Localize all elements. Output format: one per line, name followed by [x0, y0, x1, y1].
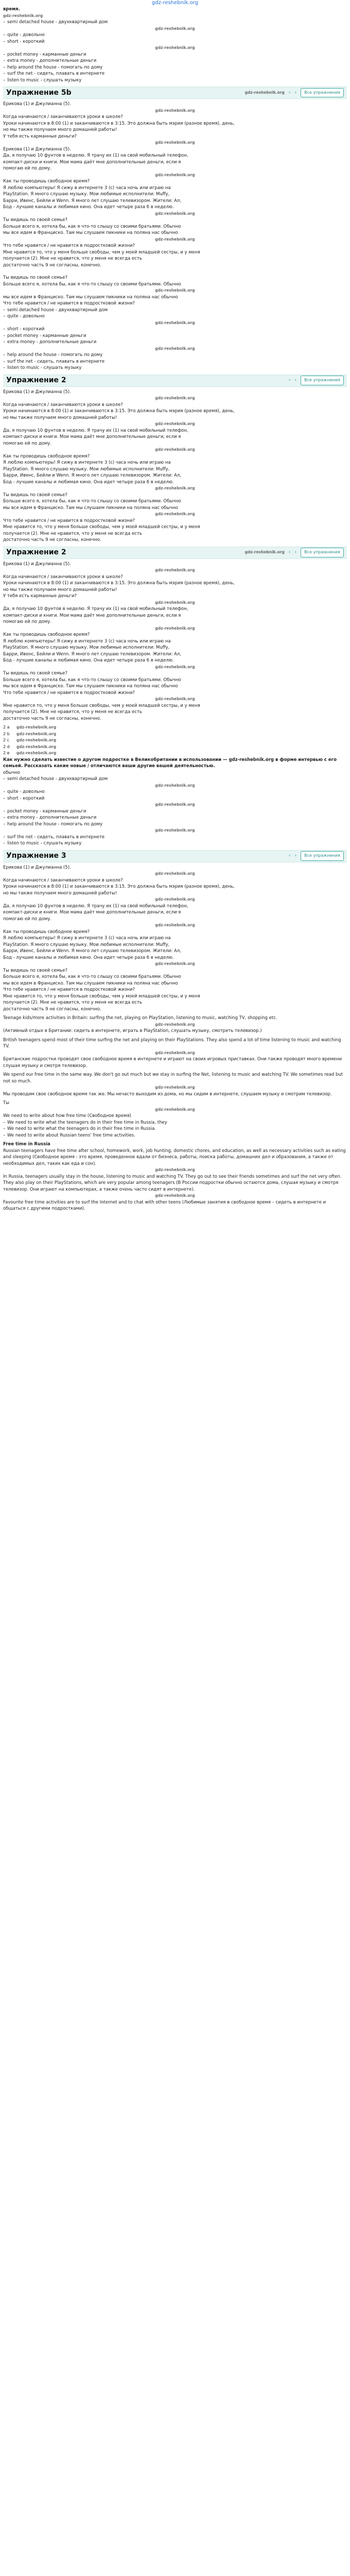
- text-line: Ты видишь по своей семье?: [3, 968, 67, 973]
- vocab-item: – quite - довольно: [3, 313, 347, 320]
- text-line: Ерикова (1) и Джулианна (5).: [3, 101, 71, 107]
- text-line: Что тебе нравится / не нравится в подростковой жизни?: [3, 690, 135, 696]
- text-line: Барри, Ивенс, Бейли и Wenn. Я много лет слушаю телевизором. Жители: Ал,: [3, 473, 182, 478]
- next-exercise-button[interactable]: ›: [294, 550, 297, 555]
- prev-exercise-button[interactable]: ‹: [288, 378, 291, 383]
- exercise-nav: [245, 88, 344, 98]
- watermark-line: gdz-reshebnik.org: [155, 1107, 195, 1112]
- letter-label: 2 e: [3, 751, 10, 755]
- exercise-header: [3, 375, 347, 387]
- essay-title: Free time in Russia: [3, 1142, 50, 1147]
- watermark-line: gdz-reshebnik.org: [155, 697, 195, 701]
- all-exercises-button[interactable]: Все упражнения: [301, 851, 344, 861]
- watermark-line: gdz-reshebnik.org: [3, 13, 43, 18]
- vocab-item: – semi detached house - двухквартирный дом: [3, 19, 347, 26]
- text-line: Бод - лучшие каналы и любимая кино. Она идет четыре раза 6 в неделю.: [3, 205, 174, 210]
- vocab-item: – pocket money - карманные деньги: [3, 52, 347, 58]
- text-line: Мне нравится то, что у меня больше свободы, чем у моей младшей сестры, и у меня: [3, 249, 200, 255]
- bullet-item: – We need to write what the teenagers do in their free time in Russia.: [3, 1126, 347, 1132]
- vocab-item: – extra money - дополнительные деньги: [3, 339, 347, 346]
- letters-block: [3, 724, 347, 776]
- text-line: Ерикова (1) и Джулианна (5).: [3, 561, 71, 567]
- vocab-item: – extra money - дополнительные деньги: [3, 58, 347, 64]
- text-line: компакт-диски и книги. Мои мама даёт мне дополнительные деньги, если я: [3, 159, 181, 165]
- vocab-item: – surf the net - сидеть, плавать в интернете: [3, 834, 347, 841]
- intro-block: [3, 6, 347, 83]
- text-line: получается (2). Мне не нравится, что у меня не всегда есть: [3, 709, 142, 715]
- watermark-line: gdz-reshebnik.org: [155, 288, 195, 293]
- text-line: Да, я получаю 10 фунтов в неделю. Я трачу их (1) на свой мобильный телефон,: [3, 606, 188, 612]
- vocab-item: – semi detached house - двухквартирный дом: [3, 776, 347, 783]
- text-line: PlayStation. Я много слушаю музыку. Мои любимые исполнители: Muffy,: [3, 192, 170, 197]
- label-ty: Ты: [3, 1100, 9, 1106]
- text-line: Барри, Ивенс, Бейли и Wenn. Я много лет слушаю телевизором. Жители: Ал,: [3, 651, 182, 657]
- text-line: получается (2). Мне не нравится, что у меня не всегда есть: [3, 531, 142, 536]
- text-line: компакт-диски и книги. Мои мама даёт мне дополнительные деньги, если я: [3, 910, 181, 915]
- watermark-line: gdz-reshebnik.org: [155, 828, 195, 833]
- essay-paragraph: Russian teenagers have free time after school, homework, work, job hunting, domestic chores, and education, as well as necessary activities such as eating and sleeping (Свободное время - это время, проведенное вдали от бизнеса, работы, поиска работы, домашних дел и образования, а также от необходимых дел, таких как еда и сон).: [3, 1148, 346, 1166]
- text-line: Да, я получаю 10 фунтов в неделю. Я трачу их (1) на свой мобильный телефон,: [3, 428, 188, 433]
- watermark-line: gdz-reshebnik.org: [155, 1193, 195, 1198]
- exercise-2a-content: [3, 389, 347, 544]
- watermark-line: gdz-reshebnik.org: [155, 486, 195, 490]
- watermark-line: gdz-reshebnik.org: [155, 664, 195, 669]
- english-translation: (Активный отдых в Британии: сидеть в интернете, играть в PlayStation, слушать музыку, смотреть телевизор.): [3, 1028, 262, 1033]
- text-line: Больше всего я, хотела бы, как я что-то слышу со своими братьями. Обычно: [3, 281, 181, 287]
- watermark-line: gdz-reshebnik.org: [155, 1022, 195, 1027]
- text-line: Я люблю компьютеры! Я сижу в интернете 3 (с) часа ночь или играю на: [3, 185, 171, 191]
- watermark-inline: gdz-reshebnik.org: [244, 550, 285, 555]
- vocab-item: – extra money - дополнительные деньги: [3, 815, 347, 821]
- vocab-item: – help around the house - помогать по дому: [3, 352, 347, 359]
- exercise-repeat-list: [3, 776, 347, 847]
- text-line: Что тебе нравится / не нравится в подростковой жизни?: [3, 518, 135, 523]
- vocab-item: – short - короткий: [3, 39, 347, 45]
- all-exercises-button[interactable]: Все упражнения: [301, 88, 344, 98]
- exercise-title: Упражнение 2: [6, 548, 66, 557]
- watermark-line: gdz-reshebnik.org: [155, 512, 195, 516]
- watermark-line: gdz-reshebnik.org: [155, 1167, 195, 1172]
- exercise-3-content: [3, 865, 347, 1013]
- vocab-item: – listen to music - слушать музыку: [3, 840, 347, 847]
- watermark-line: gdz-reshebnik.org: [155, 346, 195, 351]
- text-line: Ерикова (1) и Джулианна (5).: [3, 389, 71, 395]
- intro-title: время.: [3, 7, 20, 12]
- prev-exercise-button[interactable]: ‹: [288, 90, 291, 95]
- text-line: Больше всего я, хотела бы, как я что-то слышу со своими братьями. Обычно: [3, 974, 181, 979]
- vocab-item: – help around the house - помогать по дому: [3, 821, 347, 828]
- text-line: Да, я получаю 10 фунтов в неделю. Я трачу их (1) на свой мобильный телефон,: [3, 153, 188, 158]
- watermark-line: gdz-reshebnik.org: [155, 600, 195, 605]
- site-header-domain[interactable]: gdz-reshebnik.org: [151, 0, 199, 6]
- watermark-line: gdz-reshebnik.org: [155, 236, 195, 242]
- letter-row: [3, 750, 347, 757]
- text-line: Как ты проводишь свободное время?: [3, 453, 90, 459]
- text-line: получается (2). Мне не нравится, что у меня не всегда есть: [3, 256, 142, 261]
- text-line: Я люблю компьютеры! Я сижу в интернете 3 (с) часа ночь или играю на: [3, 936, 171, 941]
- text-line: Мне нравится то, что у меня больше свободы, чем у моей младшей сестры, и у меня: [3, 993, 200, 999]
- text-line: PlayStation. Я много слушаю музыку. Мои любимые исполнители: Muffy,: [3, 942, 170, 947]
- text-line: Больше всего я, хотела бы, как я что-то слышу со своими братьями. Обычно: [3, 224, 181, 229]
- text-line: У тебя есть карманные деньги?: [3, 594, 77, 599]
- next-exercise-button[interactable]: ›: [294, 378, 297, 383]
- watermark-line: gdz-reshebnik.org: [155, 802, 195, 807]
- watermark-line: gdz-reshebnik.org: [155, 961, 195, 966]
- question-line: We need to write about how free time (Свободное время): [3, 1113, 131, 1118]
- text-line: У тебя есть карманные деньги?: [3, 133, 77, 139]
- text-line: компакт-диски и книги. Мои мама даёт мне дополнительные деньги, если я: [3, 434, 181, 439]
- vocab-item: – quite - довольно: [3, 32, 347, 39]
- letter-row: [3, 731, 347, 738]
- watermark-line: gdz-reshebnik.org: [155, 211, 195, 216]
- next-exercise-button[interactable]: ›: [294, 90, 297, 95]
- english-paragraph: British teenagers spend most of their time surfing the net and playing on their PlayStations. They also spend a lot of time listening to music and watching TV.: [3, 1037, 341, 1049]
- text-line: Мне нравится то, что у меня больше свободы, чем у моей младшей сестры, и у меня: [3, 703, 200, 708]
- vocab-item: – listen to music - слушать музыку: [3, 365, 347, 371]
- text-line: Я люблю компьютеры! Я сижу в интернете 3 (с) часа ночь или играю на: [3, 638, 171, 644]
- watermark-inline: gdz-reshebnik.org: [16, 731, 57, 736]
- vocab-item: – short - короткий: [3, 326, 347, 333]
- text-line: Бод - лучшие каналы и любимая кино. Она идет четыре раза 6 в неделю.: [3, 479, 174, 485]
- watermark-inline: gdz-reshebnik.org: [16, 738, 57, 742]
- text-line: достаточно часть 9 не согласны, конечно.: [3, 537, 101, 543]
- watermark-line: gdz-reshebnik.org: [155, 26, 195, 31]
- vocab-item: – help around the house - помогать по дому: [3, 64, 347, 71]
- text-line: помогаю ей по дому.: [3, 166, 52, 171]
- watermark-line: gdz-reshebnik.org: [155, 897, 195, 902]
- vocab-item: – pocket money - карманные деньги: [3, 333, 347, 340]
- text-line: Как ты проводишь свободное время?: [3, 179, 90, 184]
- exercise-2b-content: [3, 561, 347, 722]
- text-line: Как ты проводишь свободное время?: [3, 929, 90, 935]
- watermark-line: gdz-reshebnik.org: [155, 568, 195, 572]
- next-exercise-button[interactable]: ›: [294, 853, 297, 859]
- letter-label: 2 a: [3, 725, 10, 730]
- watermark-line: gdz-reshebnik.org: [155, 923, 195, 927]
- watermark-line: gdz-reshebnik.org: [155, 108, 195, 113]
- text-line: но мы также получаем много домашней работы!: [3, 127, 117, 132]
- text-line: Больше всего я, хотела бы, как я что-то слышу со своими братьями. Обычно: [3, 499, 181, 504]
- watermark-line: gdz-reshebnik.org: [155, 320, 195, 325]
- text-line: Уроки начинаются в 8:00 (1) и заканчиваются в 3:15. Это должна быть мэрия (разное время), день,: [3, 581, 235, 586]
- text-line: Что тебе нравится / не нравится в подростковой жизни?: [3, 987, 135, 992]
- exercise-nav: [289, 376, 344, 385]
- watermark-line: gdz-reshebnik.org: [155, 421, 195, 426]
- text-line: Я люблю компьютеры! Я сижу в интернете 3 (с) часа ночь или играю на: [3, 460, 171, 465]
- prev-exercise-button[interactable]: ‹: [288, 550, 291, 555]
- watermark-inline: gdz-reshebnik.org: [16, 744, 57, 749]
- text-line: Как ты проводишь свободное время?: [3, 632, 90, 637]
- text-line: мы все идем в Франциско. Там мы слушаем пикники на поляна нас обычно: [3, 684, 178, 689]
- text-line: Ты видишь по своей семье?: [3, 217, 67, 223]
- text-line: Уроки начинаются в 8:00 (1) и заканчиваются в 3:15. Это должна быть мэрия (разное время), день,: [3, 884, 235, 889]
- text-line: достаточно часть 9 не согласны, конечно.: [3, 716, 101, 721]
- essay-paragraph: Favourite free time activities are to surf the Internet and to chat with other teens (Любимые занятия в свободное время – сидеть в интернете и общаться с другими подростками).: [3, 1199, 326, 1211]
- english-paragraph: We spend our free time in the same way. We don't go out much but we stay in surfing the Net, listening to music and watching TV. We sometimes read but not so much.: [3, 1072, 343, 1084]
- text-line: Барри, Ивенс, Бейли и Wenn. Я много лет слушаю телевизором. Жители: Ал,: [3, 948, 182, 954]
- text-line: мы все идем в Франциско. Там мы слушаем пикники на поляна нас обычно: [3, 230, 178, 235]
- letter-row: [3, 724, 347, 731]
- text-line: Ты видишь по своей семье?: [3, 671, 67, 676]
- letter-row: [3, 744, 347, 751]
- text-line: Когда начинаются / заканчиваются уроки в школе?: [3, 574, 123, 580]
- text-line: достаточно часть 9 не согласны, конечно.: [3, 1006, 101, 1012]
- vocab-item: – quite - довольно: [3, 789, 347, 795]
- text-line: но мы также получаем много домашней работы!: [3, 415, 117, 420]
- text-line: помогаю ей по дому.: [3, 619, 52, 624]
- english-translation: Мы проводим свое свободное время так же. Мы нечасто выходим из дома, но мы сидим в интернете, слушаем музыку и смотрим телевизор.: [3, 1091, 332, 1097]
- text-line: PlayStation. Я много слушаю музыку. Мои любимые исполнители: Muffy,: [3, 466, 170, 472]
- watermark-line: gdz-reshebnik.org: [155, 140, 195, 145]
- text-line: Что тебе нравится / не нравится в подростковой жизни?: [3, 243, 135, 248]
- text-line: Ты видишь по своей семье?: [3, 275, 67, 280]
- letter-label: 2 c: [3, 738, 10, 742]
- exercise-title: Упражнение 5b: [6, 88, 72, 97]
- watermark-line: gdz-reshebnik.org: [155, 783, 195, 788]
- vocab-item: – semi detached house - двухквартирный дом: [3, 307, 347, 314]
- text-line: Уроки начинаются в 8:00 (1) и заканчиваются в 3:15. Это должна быть мэрия (разное время), день,: [3, 409, 235, 414]
- vocab-item: – short - короткий: [3, 795, 347, 802]
- exercise-header: [3, 547, 347, 559]
- english-translation: Британские подростки проводят свое свободное время в интернете и играют на своих игровых приставках. Они также проводят много времени слушая музыку и смотря телевизор.: [3, 1057, 342, 1069]
- watermark-line: gdz-reshebnik.org: [155, 447, 195, 452]
- text-line: Ты видишь по своей семье?: [3, 492, 67, 498]
- watermark-line: gdz-reshebnik.org: [155, 871, 195, 876]
- essay-paragraph: In Russia, teenagers usually stay in the house, listening to music and watching TV. They go out to see their friends sometimes and surf the net very often. They also play on their PlayStations, which are very popular among teenagers (В России подростки обычно остаются дома, слушая музыку и смотря телевизор. Они играют на компьютерах, а также очень часто сидят в интернете).: [3, 1174, 342, 1192]
- english-paragraph: Teenage kids/more activities in Britain: surfing the net, playing on PlayStation, listening to music, watching TV, shopping etc.: [3, 1015, 277, 1021]
- exercise-nav: [289, 851, 344, 861]
- watermark-inline: gdz-reshebnik.org: [16, 751, 57, 755]
- watermark-line: gdz-reshebnik.org: [155, 1085, 195, 1090]
- text-line: PlayStation. Я много слушаю музыку. Мои любимые исполнители: Muffy,: [3, 645, 170, 650]
- text-line: но мы также получаем много домашней работы!: [3, 587, 117, 592]
- text-line: Да, я получаю 10 фунтов в неделю. Я трачу их (1) на свой мобильный телефон,: [3, 903, 188, 909]
- english-section: [3, 1015, 347, 1212]
- letter-label: 2 b: [3, 731, 10, 736]
- exercise-nav: [245, 548, 344, 557]
- text-line: Когда начинаются / заканчиваются уроки в школе?: [3, 877, 123, 883]
- text-line: помогаю ей по дому.: [3, 440, 52, 446]
- watermark-line: gdz-reshebnik.org: [155, 45, 195, 50]
- text-line: Когда начинаются / заканчиваются уроки в школе?: [3, 114, 123, 120]
- vocab-item: – surf the net - сидеть, плавать в интернете: [3, 71, 347, 77]
- text-line: Бод - лучшие каналы и любимая кино. Она идет четыре раза 6 в неделю.: [3, 658, 174, 663]
- text-line: помогаю ей по дому.: [3, 916, 52, 922]
- text-line: получается (2). Мне не нравится, что у меня не всегда есть: [3, 1000, 142, 1005]
- text-line: но мы также получаем много домашней работы!: [3, 890, 117, 896]
- text-line: Ерикова (1) и Джулианна (5).: [3, 865, 71, 870]
- prev-exercise-button[interactable]: ‹: [288, 853, 291, 859]
- bullet-item: – We need to write what the teenagers do in their free time in Russia, they: [3, 1120, 347, 1126]
- text-line: Барри, Ивенс, Бейли и Wenn. Я много лет слушаю телевизором. Жители: Ал,: [3, 198, 182, 204]
- vocab-item: – pocket money - карманные деньги: [3, 808, 347, 815]
- text-line: Когда начинаются / заканчиваются уроки в школе?: [3, 402, 123, 408]
- text-line: компакт-диски и книги. Мои мама даёт мне дополнительные деньги, если я: [3, 613, 181, 618]
- watermark-line: gdz-reshebnik.org: [155, 396, 195, 400]
- watermark-inline: gdz-reshebnik.org: [244, 90, 285, 95]
- text-line: мы все идем в Франциско. Там мы слушаем пикники на поляна нас обычно: [3, 980, 178, 986]
- exercise-header: [3, 87, 347, 99]
- exercise-title: Упражнение 2: [6, 376, 66, 385]
- all-exercises-button[interactable]: Все упражнения: [301, 376, 344, 385]
- watermark-line: gdz-reshebnik.org: [155, 625, 195, 631]
- watermark-inline: gdz-reshebnik.org: [16, 725, 57, 730]
- text-line: Больше всего я, хотела бы, как я что-то слышу со своими братьями. Обычно: [3, 677, 181, 683]
- exercise-5b-content: [3, 101, 347, 268]
- text-line: Что тебе нравится / не нравится в подростковой жизни?: [3, 301, 135, 306]
- text-line: Бод - лучшие каналы и любимая кино. Она идет четыре раза 6 в неделю.: [3, 955, 174, 960]
- text-line: Уроки начинаются в 8:00 (1) и заканчиваются в 3:15. Это должна быть мэрия (разное время), день,: [3, 121, 235, 126]
- vocab-item: – listen to music - слушать музыку: [3, 77, 347, 84]
- text-line: мы все идем в Франциско. Там мы слушаем пикники на поляна нас обычно: [3, 294, 178, 300]
- task-caption-tail: обычно: [3, 770, 20, 775]
- exercise-title: Упражнение 3: [6, 852, 66, 860]
- text-line: Ерикова (1) и Джулианна (5).: [3, 146, 71, 152]
- bullet-item: – We need to write about Russian teens' free time activities.: [3, 1132, 347, 1139]
- text-line: достаточно часть 9 не согласны, конечно.: [3, 262, 101, 268]
- vocab-item: – surf the net - сидеть, плавать в интернете: [3, 359, 347, 365]
- text-line: мы все идем в Франциско. Там мы слушаем пикники на поляна нас обычно: [3, 505, 178, 511]
- all-exercises-button[interactable]: Все упражнения: [301, 548, 344, 557]
- watermark-line: gdz-reshebnik.org: [155, 1050, 195, 1055]
- watermark-line: gdz-reshebnik.org: [155, 172, 195, 177]
- exercise-header: [3, 850, 347, 862]
- exercise-5b-repeat: [3, 275, 347, 371]
- letter-label: 2 d: [3, 744, 10, 749]
- text-line: Мне нравится то, что у меня больше свободы, чем у моей младшей сестры, и у меня: [3, 524, 200, 530]
- letter-row: [3, 737, 347, 744]
- task-caption: Как нужно сделать известие о другом подростке в Великобритании в использовании — gdz-reshebnik.org в форме интервью с его семьей. Рассказать какие новые / отличаются ваши другие вашей деятельностью.: [3, 757, 337, 769]
